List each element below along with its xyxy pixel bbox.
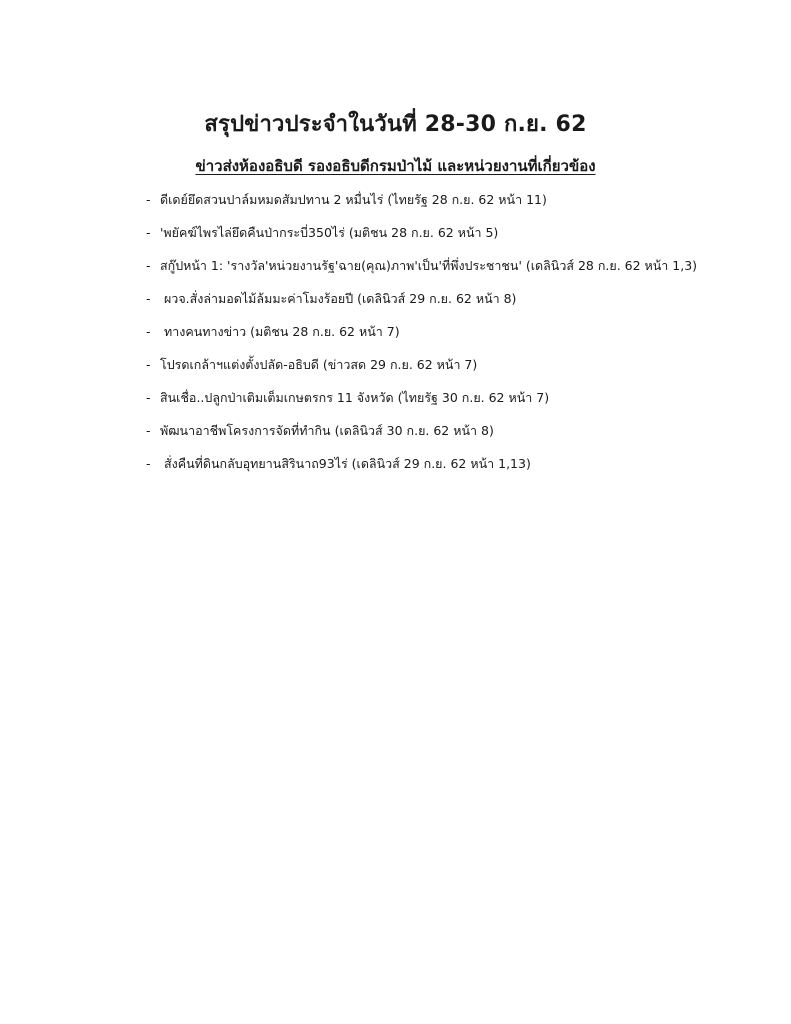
- bullet-dash: -: [146, 291, 151, 306]
- list-item: [146, 421, 746, 454]
- bullet-dash: -: [146, 258, 151, 273]
- list-item: [146, 289, 746, 322]
- news-list: [146, 190, 746, 487]
- bullet-dash: -: [146, 456, 151, 471]
- news-headline: สั่งคืนที่ดินกลับอุทยานสิรินาถ93ไร่ (เดลินิวส์ 29 ก.ย. 62 หน้า 1,13): [160, 456, 531, 471]
- page-title: สรุปข่าวประจำในวันที่ 28-30 ก.ย. 62: [204, 112, 587, 137]
- news-headline: ดีเดย์ยึดสวนปาล์มหมดสัมปทาน 2 หมื่นไร่ (ไทยรัฐ 28 ก.ย. 62 หน้า 11): [160, 192, 547, 207]
- bullet-dash: -: [146, 225, 151, 240]
- page-subtitle: ข่าวส่งห้องอธิบดี รองอธิบดีกรมป่าไม้ และหน่วยงานที่เกี่ยวข้อง: [195, 157, 596, 175]
- list-item: [146, 454, 746, 487]
- list-item: [146, 355, 746, 388]
- list-item: [146, 322, 746, 355]
- news-headline: ผวจ.สั่งล่ามอดไม้ล้มมะค่าโมงร้อยปี (เดลินิวส์ 29 ก.ย. 62 หน้า 8): [160, 291, 517, 306]
- news-headline: โปรดเกล้าฯแต่งตั้งปลัด-อธิบดี (ข่าวสด 29 ก.ย. 62 หน้า 7): [160, 357, 478, 372]
- bullet-dash: -: [146, 192, 151, 207]
- list-item: [146, 256, 746, 289]
- bullet-dash: -: [146, 324, 151, 339]
- bullet-dash: -: [146, 423, 151, 438]
- news-headline: สกู๊ปหน้า 1: 'รางวัล'หน่วยงานรัฐ'ฉาย(คุณ)ภาพ'เป็น'ที่พึ่งประชาชน' (เดลินิวส์ 28 ก.ย. 62 หน้า 1,3): [160, 258, 698, 273]
- list-item: [146, 223, 746, 256]
- news-headline: พัฒนาอาชีพโครงการจัดที่ทำกิน (เดลินิวส์ 30 ก.ย. 62 หน้า 8): [160, 423, 494, 438]
- news-headline: ทางคนทางข่าว (มติชน 28 ก.ย. 62 หน้า 7): [160, 324, 400, 339]
- bullet-dash: -: [146, 390, 151, 405]
- news-headline: 'พยัคฆ์ไพรไล่ยึดคืนป่ากระบี่350ไร่ (มติชน 28 ก.ย. 62 หน้า 5): [160, 225, 499, 240]
- news-headline: สินเชื่อ..ปลูกป่าเติมเต็มเกษตรกร 11 จังหวัด (ไทยรัฐ 30 ก.ย. 62 หน้า 7): [160, 390, 550, 405]
- bullet-dash: -: [146, 357, 151, 372]
- list-item: [146, 388, 746, 421]
- list-item: [146, 190, 746, 223]
